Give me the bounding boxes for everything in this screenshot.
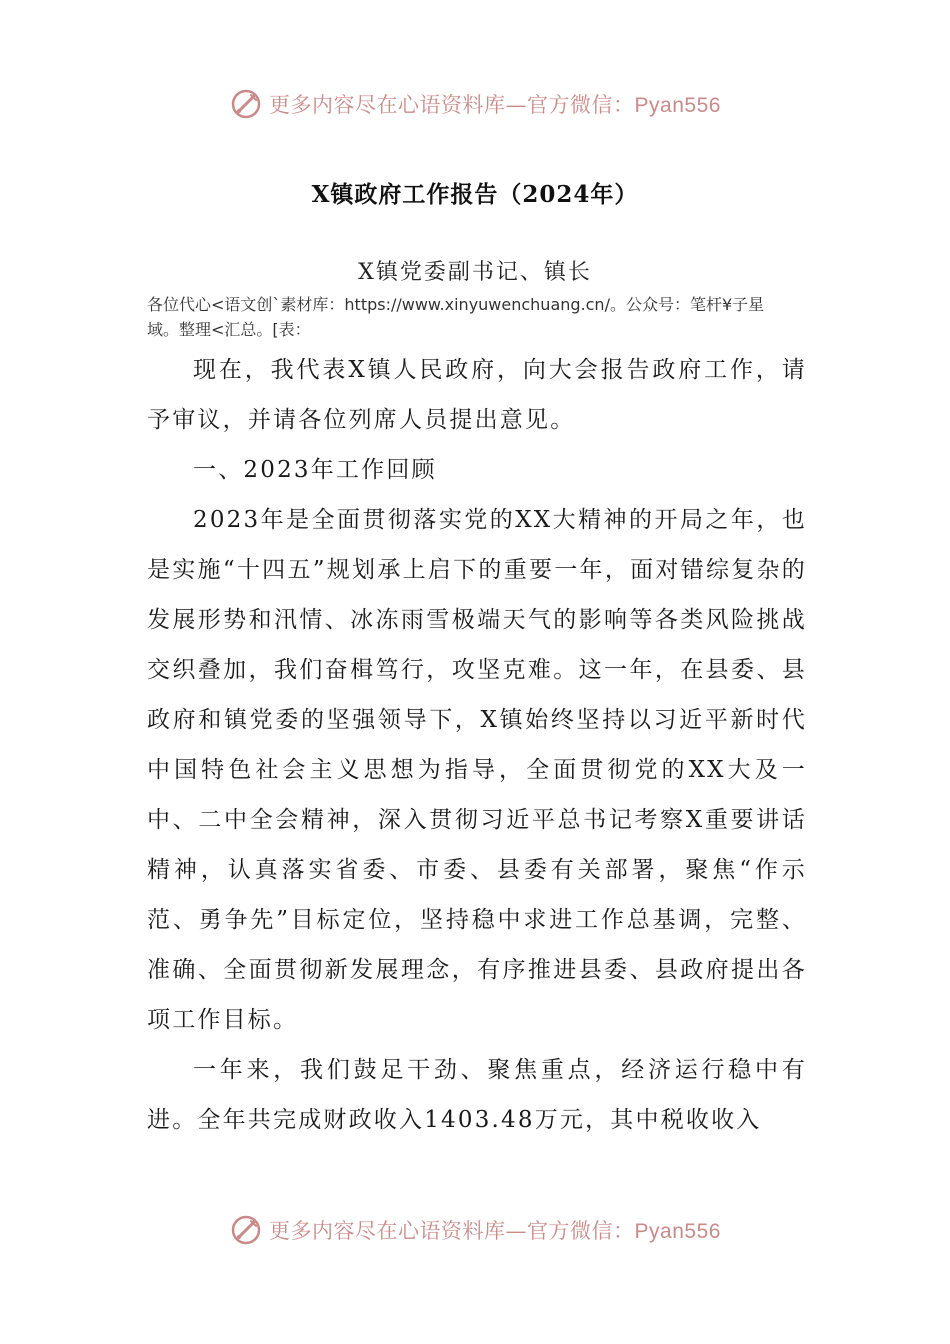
paragraph-economy: 一年来，我们鼓足干劲、聚焦重点，经济运行稳中有进。全年共完成财政收入1403.48万元，其中税收收入 <box>147 1057 807 1133</box>
watermark-footer <box>0 1210 950 1250</box>
pen-logo-icon <box>229 87 263 121</box>
section-heading: 一、2023年工作回顾 <box>193 457 437 483</box>
watermark-header <box>0 84 950 124</box>
paragraph-intro: 现在，我代表X镇人民政府，向大会报告政府工作，请予审议，并请各位列席人员提出意见。 <box>147 357 807 433</box>
watermark-text: 更多内容尽在心语资料库—官方微信：Pyan556 <box>269 1219 721 1243</box>
document-subtitle: X镇党委副书记、镇长 <box>358 260 592 285</box>
source-note: 各位代心<语文创`素材库：https://www.xinyuwenchuang.cn/。公众号：笔杆¥子星域。整理<汇总。[表： <box>147 295 765 339</box>
document-title: X镇政府工作报告（2024年） <box>311 181 639 208</box>
watermark-wechat-id: Pyan556 <box>634 94 721 117</box>
watermark-text: 更多内容尽在心语资料库—官方微信：Pyan556 <box>269 93 721 117</box>
pen-logo-icon <box>229 1213 263 1247</box>
document-body <box>147 345 807 1145</box>
paragraph-review: 2023年是全面贯彻落实党的XX大精神的开局之年，也是实施“十四五”规划承上启下的重要一年，面对错综复杂的发展形势和汛情、冰冻雨雪极端天气的影响等各类风险挑战交织叠加，我们奋楫笃行，攻坚克难。这一年，在县委、县政府和镇党委的坚强领导下，X镇始终坚持以习近平新时代中国特色社会主义思想为指导，全面贯彻党的XX大及一中、二中全会精神，深入贯彻习近平总书记考察X重要讲话精神，认真落实省委、市委、县委有关部署，聚焦“作示范、勇争先”目标定位，坚持稳中求进工作总基调，完整、准确、全面贯彻新发展理念，有序推进县委、县政府提出各项工作目标。 <box>147 507 807 1033</box>
watermark-wechat-id: Pyan556 <box>634 1220 721 1243</box>
